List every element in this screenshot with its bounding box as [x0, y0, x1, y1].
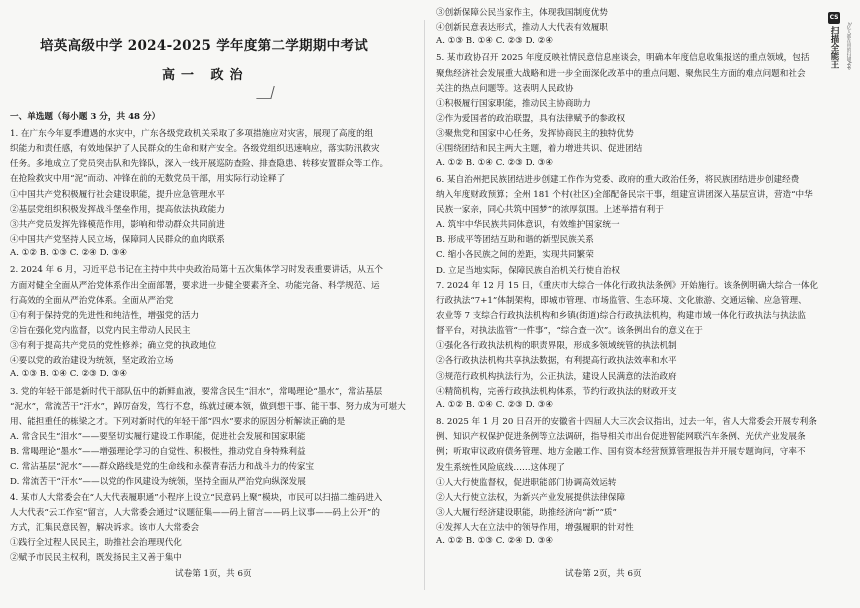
text-line: 8. 2025 年 1 月 20 日召开的安徽省十四届人大三次会议指出，过去一年，省人大常委会开展专利条	[436, 417, 817, 428]
text-line: 关注的热点问题等。这表明人民政协	[436, 83, 574, 94]
text-line: A. 常含民生“泪水”——要坚切实履行建设工作职能，促进社会发展和国家职能	[10, 432, 306, 442]
text-line: 行政执法“7+1”体制架构，即城市管理、市场监管、生态环境、文化旅游、交通运输、应急管理、	[436, 295, 807, 306]
text-line: ①人大行使监督权，促进职能部门协调高效运转	[436, 477, 617, 488]
text-line: 方式，汇集民意民智，解决诉求。该市人大常委会	[10, 522, 200, 533]
text-line: ④创新民意表达形式，推动人大代表有效履职	[436, 23, 608, 34]
text-line: B. 形成平等团结互助和谐的新型民族关系	[436, 235, 594, 246]
text-line: A. ①③ B. ①④ C. ②③ D. ②④	[436, 36, 554, 47]
text-line: 用、能担重任的栋梁之才。下列对新时代的年轻干部“四水”要求的原因分析解读正确的是	[10, 416, 346, 427]
right-page-footer: 试卷第 2页，共 6页	[565, 569, 642, 579]
text-line: C. 缩小各民族之间的差距，实现共同繁荣	[436, 250, 594, 261]
text-line: 3. 党的年轻干部是新时代干部队伍中的新鲜血液，要常含民生“泪水”，常喝理论“墨水”，常沾基层	[10, 386, 383, 397]
scanner-watermark	[828, 12, 842, 92]
text-line: C. 常沾基层“泥水”——群众路线是党的生命线和永葆青春活力和战斗力的传家宝	[10, 462, 315, 473]
text-line: ④精简机构，完善行政执法机构体系，节约行政执法的财政开支	[436, 386, 677, 397]
text-line: 6. 某自治州把民族团结进步创建工作作为党委、政府的重大政治任务，将民族团结进步创建经费	[436, 174, 800, 185]
text-line: ②作为爱国者的政治联盟，具有法律赋予的参政权	[436, 114, 626, 125]
text-line: ①有利于保持党的先进性和纯洁性，增强党的活力	[10, 310, 200, 321]
text-line: ②赋予市民民主权利，既发扬民主又善于集中	[10, 553, 182, 564]
text-line: ①积极履行国家职能，推动民主协商助力	[436, 98, 591, 109]
cs-logo-icon: CS	[828, 12, 840, 24]
text-line: 2. 2024 年 6 月，习近平总书记在主持中共中央政治局第十五次集体学习时发表重要讲话，从五个	[10, 265, 384, 276]
scanner-tagline: 3亿人都在用的扫描App	[846, 22, 851, 70]
text-line: 例；听取审议政府债务管理、地方金融工作、国有资本经营预算管理报告并开展专题询问，守率不	[436, 447, 806, 458]
text-line: B. 常喝理论“墨水”——增强理论学习的自觉性、积极性，推动党自身特殊利益	[10, 447, 306, 458]
text-line: ④围绕团结和民主两大主题，着力增进共识、促进团结	[436, 144, 643, 155]
text-line: 织能力和责任感，有效地保护了人民群众的生命和财产安全。各级党组织迅速响应，落实防汛救灾	[10, 144, 380, 155]
text-line: ②基层党组织积极发挥战斗堡垒作用，提高依法执政能力	[10, 204, 225, 215]
text-line: 民族一家亲，同心共筑中国梦”的浓厚氛围。上述举措有利于	[436, 204, 664, 215]
text-line: ③有利于提高共产党员的党性修养；确立党的执政地位	[10, 341, 217, 352]
text-line: 纳入年度财政预算；全州 181 个村(社区)全部配备民宗干事，组建宣讲团深入基层宣讲，营造“中华	[436, 189, 813, 200]
text-line: ②旨在强化党内监督，以党内民主带动人民民主	[10, 325, 191, 336]
pen-scribble	[256, 86, 274, 99]
section-heading: 一、单选题（每小题 3 分，共 48 分）	[10, 112, 161, 122]
text-line: ①践行全过程人民民主，助推社会治理现代化	[10, 538, 182, 549]
text-line: 例、知识产权保护促进条例等立法调研，指导相关市出台促进智能网联汽车条例、光伏产业发展条	[436, 432, 806, 443]
text-line: ②各行政执法机构共享执法数据，有利提高行政执法效率和水平	[436, 356, 677, 367]
text-line: “泥水”，常流苦干“汗水”，踔厉奋发，笃行不怠，练就过硬本领，做到想干事、能干事、努力成为可堪大	[10, 401, 406, 412]
text-line: ③人大履行经济建设职能，助推经济向“新”“质”	[436, 507, 617, 518]
text-line: ③规范行政机构执法行为，公正执法，建设人民满意的法治政府	[436, 371, 677, 382]
text-line: 7. 2024 年 12 月 15 日，《重庆市大综合一体化行政执法条例》开始施行。该条例明确大综合一体化	[436, 280, 819, 291]
text-line: A. 筑牢中华民族共同体意识，有效维护国家统一	[436, 220, 620, 231]
text-line: ③共产党员发挥先锋模范作用，影响和带动群众共同前进	[10, 219, 225, 230]
text-line: 发生系统性风险底线……这体现了	[436, 462, 565, 473]
text-line: 农业等 7 支综合行政执法机构和乡镇(街道)综合行政执法机构，构建市域一体化行政执法与执法监	[436, 311, 806, 321]
text-line: 1. 在广东今年夏季遭遇的水灾中，广东各级党政机关采取了多项措施应对灾害，展现了高度的组	[10, 129, 374, 139]
text-line: 在抢险救灾中用“泥”而动、冲锋在前的无数党员干部，用实际行动诠释了	[10, 174, 286, 185]
text-line: 聚焦经济社会发展重大战略和进一步全面深化改革中的重点问题、聚焦民生方面的难点问题和社会	[436, 68, 806, 79]
text-line: 人大代表“云工作室”留言，人大常委会通过“议题征集——码上留言——码上议事——码上公开”的	[10, 507, 380, 518]
text-line: A. ①② B. ①③ C. ②④ D. ③④	[10, 248, 128, 259]
text-line: ④中国共产党坚持人民立场，保障同人民群众的血肉联系	[10, 235, 225, 246]
text-line: ①中国共产党积极履行社会建设职能，提升应急管理水平	[10, 189, 225, 200]
text-line: 任务。多地成立了党员突击队和先锋队，深入一线开展巡防查险、排查隐患、转移安置群众等工作。	[10, 159, 389, 170]
text-line: A. ①③ B. ①④ C. ②③ D. ③④	[10, 369, 128, 380]
text-line: A. ①② B. ①③ C. ②④ D. ③④	[436, 536, 554, 547]
text-line: ④要以党的政治建设为统领，坚定政治立场	[10, 356, 174, 367]
text-line: 督平台，对执法监管“一件事”，“综合查一次”。该条例出台的意义在于	[436, 326, 703, 337]
text-line: A. ①② B. ①④ C. ②③ D. ③④	[436, 157, 554, 168]
text-line: ③创新保障公民当家作主，体现我国制度优势	[436, 8, 608, 18]
text-line: ③聚焦党和国家中心任务，发挥协商民主的独特优势	[436, 129, 634, 140]
text-line: ①强化各行政执法机构的职责界限，形成多领域统管的执法机制	[436, 341, 677, 352]
text-line: A. ①② B. ①④ C. ②③ D. ③④	[436, 399, 554, 410]
exam-subtitle: 高一 政治	[162, 68, 249, 83]
text-line: ④发挥人大在立法中的领导作用，增强履职的针对性	[436, 523, 634, 534]
exam-title: 培英高级中学 2024-2025 学年度第二学期期中考试	[40, 38, 369, 54]
page-divider	[424, 20, 425, 590]
text-line: 方面对健全全面从严治党体系作出全面部署，要求进一步健全要素齐全、功能完备、科学规范、运	[10, 280, 380, 291]
text-line: 行高效的全面从严治党体系。全面从严治党	[10, 295, 174, 306]
text-line: ②人大行使立法权，为新兴产业发展提供法律保障	[436, 492, 626, 503]
scanner-brand: 扫描全能王	[829, 26, 839, 69]
left-page-footer: 试卷第 1页，共 6页	[175, 569, 252, 579]
text-line: 4. 某市人大常委会在“人大代表履职通”小程序上设立“民意码上聚”模块，市民可以扫描二维码进入	[10, 492, 383, 503]
text-line: D. 立足当地实际，保障民族自治机关行使自治权	[436, 265, 620, 276]
text-line: 5. 某市政协召开 2025 年度反映社情民意信息座谈会，明确本年度信息收集报送的重点领域，包括	[436, 53, 810, 64]
text-line: D. 常流苦干“汗水”——以党的作风建设为统领，坚持全面从严治党向纵深发展	[10, 477, 306, 488]
